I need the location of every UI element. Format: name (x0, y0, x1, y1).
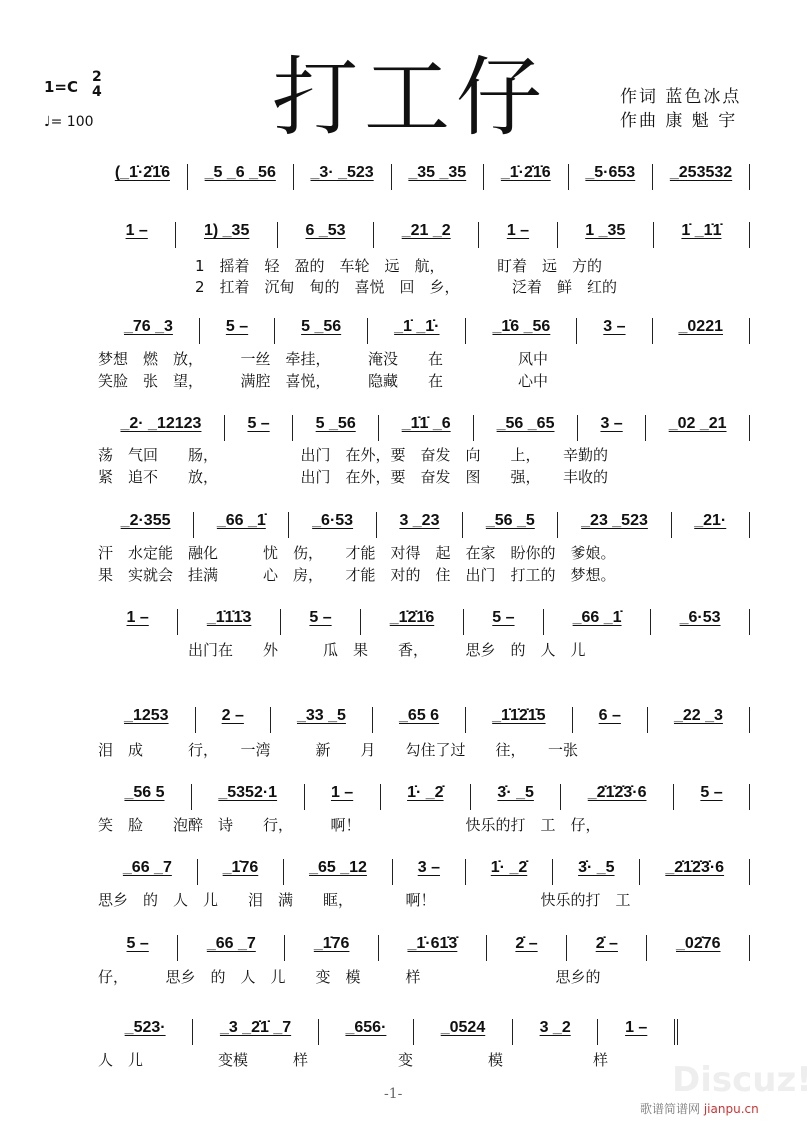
measure (368, 318, 466, 344)
measure (275, 318, 368, 344)
measure-notes: 5 _56 (301, 318, 342, 335)
measure-notes: _3 _2̇1̇ _7 (219, 1019, 292, 1036)
lyric-line: 果 实就会 挂满 心 房， 才能 对的 住 出门 打工的 梦想。 (98, 566, 616, 584)
measure-notes: _56 _5 (485, 512, 535, 529)
staff-system-11 (98, 1015, 678, 1045)
measure-notes: 1 – (506, 222, 530, 239)
measure (392, 164, 485, 190)
measure-notes: _21 _2 (401, 222, 451, 239)
lyric-line: 仔， 思乡 的 人 儿 变 模 样 思乡的 (98, 968, 601, 986)
measure (484, 164, 569, 190)
key-signature: 1=C (44, 78, 79, 96)
measure (98, 609, 178, 635)
measure-notes: 3 – (600, 415, 623, 432)
measure (674, 784, 750, 810)
measure (281, 609, 361, 635)
lyric-line: 2 扛着 沉甸 甸的 喜悦 回 乡， 泛着 鲜 红的 (195, 278, 618, 296)
measure-notes: _0221 (678, 318, 723, 335)
measure (561, 784, 674, 810)
watermark (640, 1100, 759, 1117)
measure-notes: 5 – (247, 415, 270, 432)
watermark-text: 歌谱简谱网 (640, 1102, 701, 1116)
measure (198, 859, 284, 885)
measure (569, 164, 654, 190)
measure (466, 859, 553, 885)
measure-notes: 1) _35 (203, 222, 250, 239)
lyricist-credit: 作词 蓝色冰点 (620, 87, 742, 107)
measure-notes: 2̇ – (515, 935, 538, 952)
measure (178, 935, 285, 961)
measure (98, 707, 196, 733)
measure (293, 415, 379, 441)
staff-system-7 (98, 703, 750, 733)
measure-notes: 5 – (225, 318, 249, 335)
measure-notes: _1̇76 (222, 859, 259, 876)
measure (577, 318, 652, 344)
measure-notes: _0524 (440, 1019, 486, 1036)
measure-notes: _6·53 (312, 512, 354, 529)
lyric-line: 紧 追不 放， 出门 在外，要 奋发 图 强， 丰收的 (98, 468, 609, 486)
measure (479, 222, 557, 248)
measure-notes: 1 – (125, 222, 148, 239)
measure-notes: 5 – (492, 609, 515, 626)
measure (474, 415, 578, 441)
measure (598, 1019, 678, 1045)
watermark-logo: Discuz! (672, 1060, 812, 1100)
measure-notes: _253532 (669, 164, 733, 181)
measure (381, 784, 471, 810)
measure-notes: _2·355 (120, 512, 171, 529)
measure (648, 707, 750, 733)
staff-system-2 (98, 218, 750, 248)
measure-notes: _66 _1̇ (572, 609, 622, 626)
measure (98, 164, 188, 190)
measure (225, 415, 293, 441)
measure-notes: _6·53 (679, 609, 721, 626)
measure (319, 1019, 414, 1045)
measure-notes: _66 _7 (206, 935, 256, 952)
measure (640, 859, 750, 885)
measure (393, 859, 466, 885)
measure (188, 164, 294, 190)
measure-notes: _1̇1̇1̇3 (206, 609, 252, 626)
measure-notes: _5 _6 _56 (204, 164, 276, 181)
staff-system-10 (98, 931, 750, 961)
measure-notes: (_1̇·2̇1̇6 (114, 164, 170, 181)
measure (271, 707, 373, 733)
measure-notes: _35 _35 (408, 164, 467, 181)
measure-notes: 1 – (625, 1019, 648, 1036)
measure (289, 512, 376, 538)
tempo-marking: ♩= 100 (44, 114, 94, 130)
measure (98, 935, 178, 961)
song-title: 打工仔 (272, 48, 548, 148)
measure (653, 164, 750, 190)
watermark-url: jianpu.cn (703, 1102, 759, 1116)
staff-system-3 (98, 314, 750, 344)
meter-top: 2 (92, 69, 102, 85)
staff-system-6 (98, 605, 750, 635)
measure (651, 609, 750, 635)
measure-notes: _21· (694, 512, 727, 529)
measure-notes: _1̇6 _56 (492, 318, 551, 335)
measure-notes: _656· (345, 1019, 387, 1036)
measure-notes: _1̇1̇2̇1̇5 (492, 707, 546, 724)
page-number: -1- (384, 1086, 403, 1102)
measure (578, 415, 646, 441)
measure-notes: _22 _3 (673, 707, 723, 724)
measure-notes: _66 _1̇ (216, 512, 266, 529)
measure (553, 859, 640, 885)
measure (573, 707, 648, 733)
meter-bottom: 4 (92, 84, 102, 100)
measure (653, 318, 750, 344)
measure (379, 415, 474, 441)
lyric-line: 思乡 的 人 儿 泪 满 眶， 啊！ 快乐的打 工 (98, 891, 631, 909)
measure (98, 415, 225, 441)
lyric-line: 荡 气回 肠， 出门 在外，要 奋发 向 上， 辛勤的 (98, 446, 609, 464)
lyric-line: 汗 水定能 融化 忧 伤， 才能 对得 起 在家 盼你的 爹娘。 (98, 544, 616, 562)
measure-notes: 3̇· _5 (578, 859, 615, 876)
measure-notes: _66 _7 (122, 859, 172, 876)
measure-notes: _523· (124, 1019, 166, 1036)
measure-notes: 3 – (603, 318, 626, 335)
measure-notes: 3 _23 (399, 512, 440, 529)
measure-notes: 3 – (417, 859, 440, 876)
measure (466, 318, 577, 344)
measure (672, 512, 750, 538)
measure (294, 164, 392, 190)
measure (464, 609, 544, 635)
measure (196, 707, 271, 733)
measure-notes: 5 – (309, 609, 332, 626)
measure-notes: 5 – (700, 784, 723, 801)
measure-notes: 5 – (126, 935, 149, 952)
measure-notes: _33 _5 (296, 707, 346, 724)
measure-notes: _2· _12123 (120, 415, 202, 432)
measure-notes: 2 – (221, 707, 244, 724)
staff-system-1 (98, 160, 750, 190)
measure (379, 935, 487, 961)
measure-notes: 1 – (330, 784, 354, 801)
measure-notes: _5352·1 (218, 784, 278, 801)
measure-notes: 1 _35 (585, 222, 626, 239)
measure-notes: _1̇ _1̇· (394, 318, 440, 335)
lyric-line: 1 摇着 轻 盈的 车轮 远 航， 盯着 远 方的 (195, 257, 603, 275)
measure (98, 784, 192, 810)
measure-notes: _1̇·61̇3̇ (407, 935, 458, 952)
measure-notes: _3· _523 (310, 164, 374, 181)
lyric-line: 出门在 外 瓜 果 香， 思乡 的 人 儿 (98, 641, 586, 659)
measure (487, 935, 567, 961)
composer-credit: 作曲 康 魁 宇 (620, 111, 738, 131)
measure (377, 512, 463, 538)
measure-notes: 1 – (126, 609, 149, 626)
staff-system-8 (98, 780, 750, 810)
measure (558, 222, 654, 248)
measure-notes: _5·653 (585, 164, 636, 181)
measure-notes: _23 _523 (581, 512, 648, 529)
measure-notes: _2̇1̇2̇3̇·6 (665, 859, 725, 876)
lyric-line: 泪 成 行， 一湾 新 月 勾住了过 往， 一张 (98, 741, 579, 759)
measure (466, 707, 572, 733)
lyric-line: 笑脸 张 望， 满腔 喜悦， 隐藏 在 心中 (98, 372, 549, 390)
measure-notes: _02 _21 (668, 415, 727, 432)
measure-notes: _1̇1̇ _6 (401, 415, 451, 432)
measure (98, 1019, 193, 1045)
time-signature (92, 70, 102, 100)
measure (98, 859, 198, 885)
measure-notes: _2̇1̇2̇3̇·6 (587, 784, 647, 801)
measure-notes: 1̇· _2̇ (490, 859, 528, 876)
measure-notes: _56 5 (124, 784, 165, 801)
measure (513, 1019, 598, 1045)
lyric-line: 人 儿 变模 样 变 模 样 (98, 1051, 609, 1069)
measure-notes: 1̇ _1̇1̇ (681, 222, 722, 239)
measure-notes: _65 6 (399, 707, 440, 724)
measure (414, 1019, 513, 1045)
measure (361, 609, 464, 635)
measure (278, 222, 374, 248)
measure-notes: _76 _3 (123, 318, 173, 335)
measure (98, 318, 200, 344)
measure-notes: _02̇76 (676, 935, 721, 952)
measure (654, 222, 750, 248)
measure (646, 415, 750, 441)
measure-notes: 3 _2 (539, 1019, 571, 1036)
measure (285, 935, 379, 961)
measure (463, 512, 558, 538)
measure (194, 512, 289, 538)
staff-system-4 (98, 411, 750, 441)
measure (544, 609, 651, 635)
measure (471, 784, 561, 810)
measure-notes: _65 _12 (309, 859, 367, 876)
measure-notes: _1̇76 (313, 935, 350, 952)
measure (373, 707, 466, 733)
staff-system-5 (98, 508, 750, 538)
measure (98, 512, 194, 538)
measure-notes: _1̇·2̇1̇6 (500, 164, 551, 181)
measure (192, 784, 305, 810)
measure (178, 609, 281, 635)
measure (647, 935, 750, 961)
measure (98, 222, 176, 248)
measure-notes: _1̇2̇1̇6 (389, 609, 435, 626)
staff-system-9 (98, 855, 750, 885)
measure-notes: 2̇ – (595, 935, 618, 952)
measure (558, 512, 671, 538)
measure-notes: _56 _65 (496, 415, 555, 432)
measure-notes: 3̇· _5 (497, 784, 534, 801)
measure (200, 318, 275, 344)
measure-notes: 6 – (598, 707, 621, 724)
measure (284, 859, 393, 885)
lyric-line: 笑 脸 泡醉 诗 行， 啊！ 快乐的打 工 仔， (98, 816, 601, 834)
measure-notes: _1253 (124, 707, 169, 724)
measure-notes: 6 _53 (305, 222, 346, 239)
lyric-line: 梦想 燃 放， 一丝 牵挂， 淹没 在 风中 (98, 350, 549, 368)
measure (567, 935, 647, 961)
measure-notes: 5 _56 (315, 415, 356, 432)
measure (305, 784, 381, 810)
measure (374, 222, 479, 248)
measure (176, 222, 278, 248)
measure (193, 1019, 319, 1045)
measure-notes: 1̇· _2̇ (407, 784, 444, 801)
